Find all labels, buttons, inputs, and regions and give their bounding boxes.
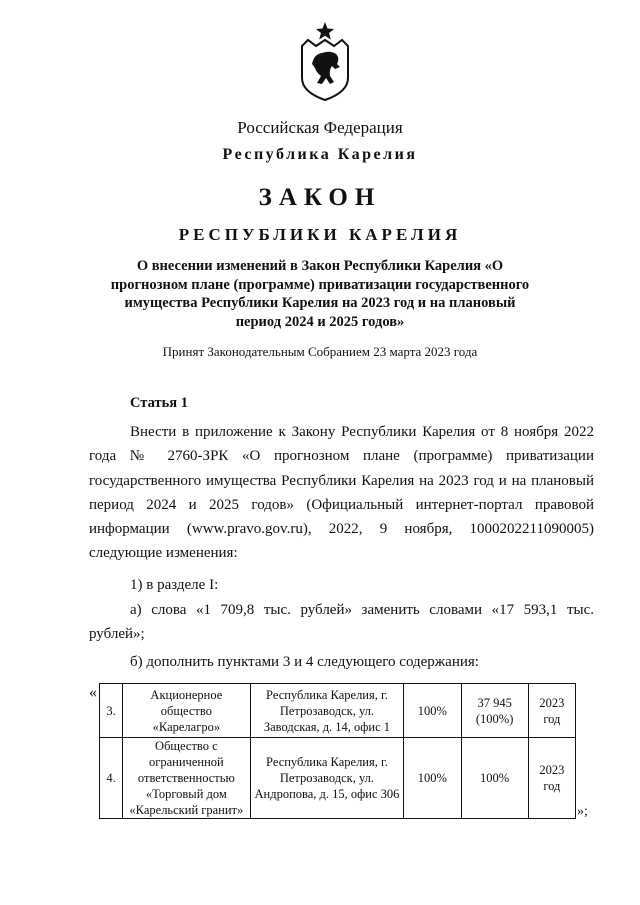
amendment-item-1: 1) в разделе I: xyxy=(130,577,219,593)
amendment-item-1b: б) дополнить пунктами 3 и 4 следующего содержания: xyxy=(130,654,479,670)
coat-of-arms-emblem xyxy=(296,20,354,102)
table-row xyxy=(100,738,576,819)
federation-name: Российская Федерация xyxy=(237,118,403,137)
table-cell-org: Общество с ограниченной ответственностью «Торговый дом «Карельский гранит» xyxy=(123,738,251,819)
table-quote-open: « xyxy=(89,684,97,701)
law-name: О внесении изменений в Закон Республики Карелия «О прогнозном плане (программе) приватизации государственного имущества Республики Карелия на 2023 год и на плановый период 2024 и 2025 годов» xyxy=(110,258,530,330)
table-cell-num: 4. xyxy=(100,738,123,819)
privatization-table xyxy=(99,683,576,819)
table-quote-close: »; xyxy=(577,804,588,819)
table-cell-share: 100% xyxy=(404,738,461,819)
article-heading: Статья 1 xyxy=(130,395,188,411)
table-cell-shares: 37 945 (100%) xyxy=(461,684,528,738)
law-title: ЗАКОН xyxy=(258,184,382,211)
law-subtitle: РЕСПУБЛИКИ КАРЕЛИЯ xyxy=(178,225,462,244)
table-cell-year: 2023 год xyxy=(528,684,575,738)
table-cell-year: 2023 год xyxy=(528,738,575,819)
emblem-star-icon xyxy=(316,22,334,40)
table-cell-num: 3. xyxy=(100,684,123,738)
article-paragraph: Внести в приложение к Закону Республики Карелия от 8 ноября 2022 года № 2760-ЗРК «О прогнозном плане (программе) приватизации государственного имущества Республики Карелия на 2023 год и на плановый период 2024 и 2025 годов» (Официальный интернет-портал правовой информации (www.pravo.gov.ru), 2022, 9 ноября, 1000202211090005) следующие изменения: xyxy=(89,424,594,562)
table-cell-share: 100% xyxy=(404,684,461,738)
amendment-item-1a: а) слова «1 709,8 тыс. рублей» заменить словами «17 593,1 тыс. рублей»; xyxy=(89,602,594,643)
table-cell-org: Акционерное общество «Карелагро» xyxy=(123,684,251,738)
table-row xyxy=(100,684,576,738)
table-cell-address: Республика Карелия, г. Петрозаводск, ул. Андропова, д. 15, офис 306 xyxy=(250,738,404,819)
republic-name: Республика Карелия xyxy=(222,146,418,163)
adoption-note: Принят Законодательным Собранием 23 марта 2023 года xyxy=(162,344,478,359)
table-cell-address: Республика Карелия, г. Петрозаводск, ул. Заводская, д. 14, офис 1 xyxy=(250,684,404,738)
table-cell-shares: 100% xyxy=(461,738,528,819)
